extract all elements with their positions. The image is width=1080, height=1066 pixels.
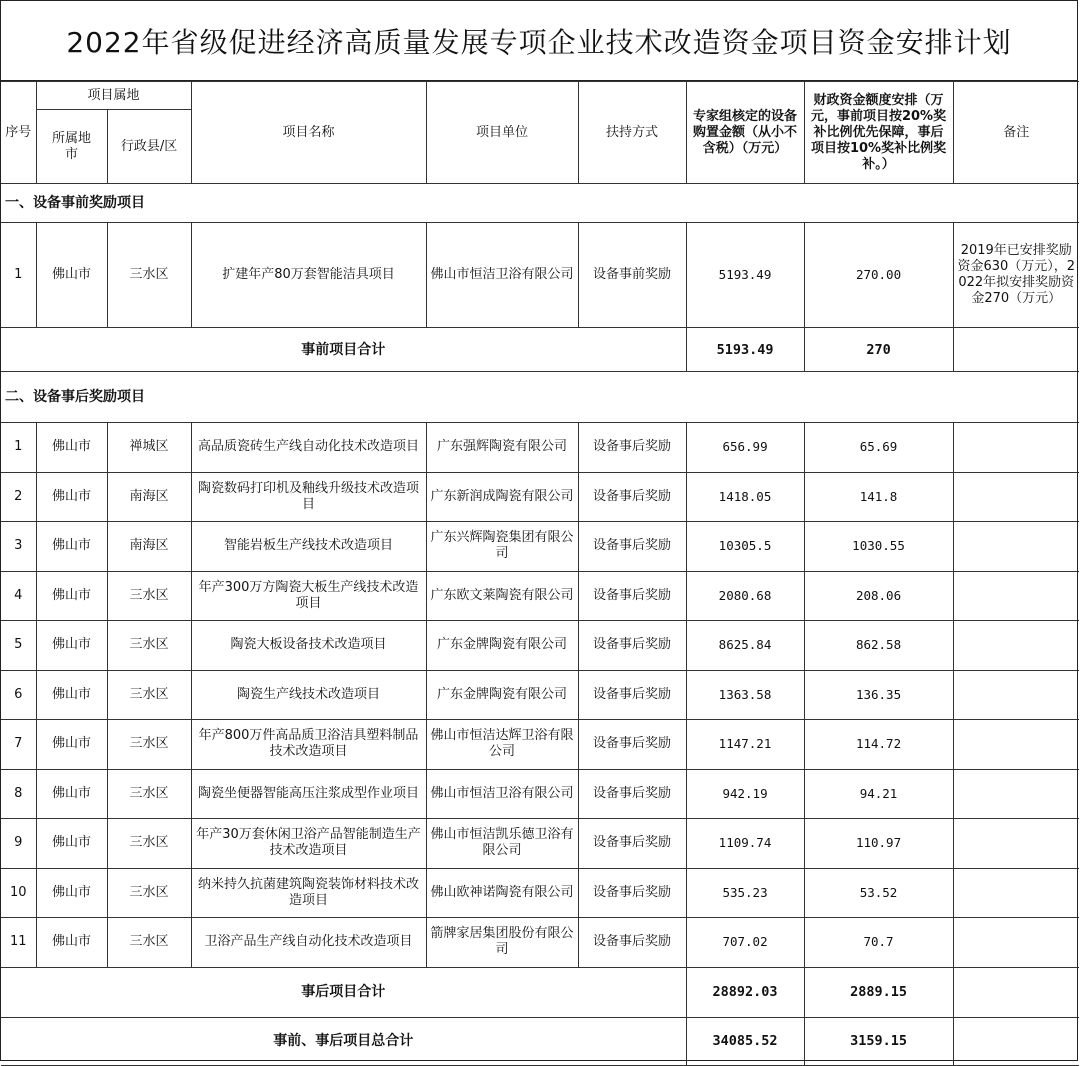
row-district: 南海区 bbox=[107, 472, 191, 522]
row-company: 佛山市恒洁卫浴有限公司 bbox=[426, 769, 578, 819]
row-project-name: 陶瓷大板设备技术改造项目 bbox=[191, 621, 426, 671]
section-totals bbox=[1, 967, 1079, 1065]
row-equipment-amount: 1418.05 bbox=[686, 472, 804, 522]
funding-table bbox=[1, 81, 1079, 1066]
row-company: 广东金牌陶瓷有限公司 bbox=[426, 670, 578, 720]
row-support-mode: 设备事后奖励 bbox=[578, 621, 686, 671]
row-funding-amount: 270.00 bbox=[804, 223, 953, 328]
header-district: 行政县/区 bbox=[107, 110, 191, 184]
row-seq: 2 bbox=[1, 472, 36, 522]
row-remark bbox=[953, 522, 1079, 572]
subtotal-label: 事前项目合计 bbox=[1, 328, 686, 372]
row-district: 三水区 bbox=[107, 918, 191, 968]
table-row bbox=[1, 621, 1079, 671]
row-company: 佛山市恒洁凯乐德卫浴有限公司 bbox=[426, 819, 578, 869]
table-row bbox=[1, 571, 1079, 621]
header-city: 所属地市 bbox=[36, 110, 107, 184]
row-project-name: 陶瓷生产线技术改造项目 bbox=[191, 670, 426, 720]
row-remark bbox=[953, 720, 1079, 770]
row-company: 佛山欧神诺陶瓷有限公司 bbox=[426, 868, 578, 918]
header-seq: 序号 bbox=[1, 82, 36, 184]
row-remark bbox=[953, 472, 1079, 522]
row-support-mode: 设备事前奖励 bbox=[578, 223, 686, 328]
row-project-name: 年产800万件高品质卫浴洁具塑料制品技术改造项目 bbox=[191, 720, 426, 770]
header-location-group: 项目属地 bbox=[36, 82, 191, 110]
row-funding-amount: 1030.55 bbox=[804, 522, 953, 572]
row-district: 禅城区 bbox=[107, 423, 191, 473]
row-equipment-amount: 707.02 bbox=[686, 918, 804, 968]
row-project-name: 扩建年产80万套智能洁具项目 bbox=[191, 223, 426, 328]
row-remark: 2019年已安排奖励资金630（万元），2022年拟安排奖励资金270（万元） bbox=[953, 223, 1079, 328]
row-project-name: 卫浴产品生产线自动化技术改造项目 bbox=[191, 918, 426, 968]
row-funding-amount: 114.72 bbox=[804, 720, 953, 770]
subtotal-funding: 270 bbox=[804, 328, 953, 372]
header-project-name: 项目名称 bbox=[191, 82, 426, 184]
row-seq: 4 bbox=[1, 571, 36, 621]
header-company: 项目单位 bbox=[426, 82, 578, 184]
row-seq: 9 bbox=[1, 819, 36, 869]
row-remark bbox=[953, 769, 1079, 819]
section-label: 二、设备事后奖励项目 bbox=[1, 372, 1079, 423]
row-remark bbox=[953, 918, 1079, 968]
row-company: 广东强辉陶瓷有限公司 bbox=[426, 423, 578, 473]
row-funding-amount: 94.21 bbox=[804, 769, 953, 819]
table-row bbox=[1, 769, 1079, 819]
row-support-mode: 设备事后奖励 bbox=[578, 423, 686, 473]
row-seq: 10 bbox=[1, 868, 36, 918]
row-remark bbox=[953, 621, 1079, 671]
grand-total-funding: 3159.15 bbox=[804, 1017, 953, 1065]
row-company: 广东兴辉陶瓷集团有限公司 bbox=[426, 522, 578, 572]
section-post-award bbox=[1, 372, 1079, 968]
table-row bbox=[1, 868, 1079, 918]
table-row bbox=[1, 918, 1079, 968]
subtotal-equipment: 28892.03 bbox=[686, 967, 804, 1017]
row-project-name: 年产300万方陶瓷大板生产线技术改造项目 bbox=[191, 571, 426, 621]
row-equipment-amount: 1147.21 bbox=[686, 720, 804, 770]
row-funding-amount: 65.69 bbox=[804, 423, 953, 473]
row-seq: 3 bbox=[1, 522, 36, 572]
header-funding-amount: 财政资金额度安排（万元，事前项目按20%奖补比例优先保障，事后项目按10%奖补比例奖补。） bbox=[804, 82, 953, 184]
table-row bbox=[1, 720, 1079, 770]
row-district: 三水区 bbox=[107, 868, 191, 918]
row-funding-amount: 110.97 bbox=[804, 819, 953, 869]
section-label: 一、设备事前奖励项目 bbox=[1, 184, 1079, 223]
row-city: 佛山市 bbox=[36, 472, 107, 522]
row-city: 佛山市 bbox=[36, 423, 107, 473]
row-project-name: 智能岩板生产线技术改造项目 bbox=[191, 522, 426, 572]
table-row bbox=[1, 819, 1079, 869]
subtotal-equipment: 5193.49 bbox=[686, 328, 804, 372]
row-support-mode: 设备事后奖励 bbox=[578, 819, 686, 869]
row-funding-amount: 141.8 bbox=[804, 472, 953, 522]
row-seq: 7 bbox=[1, 720, 36, 770]
row-city: 佛山市 bbox=[36, 571, 107, 621]
row-district: 三水区 bbox=[107, 621, 191, 671]
row-equipment-amount: 2080.68 bbox=[686, 571, 804, 621]
row-support-mode: 设备事后奖励 bbox=[578, 769, 686, 819]
page-title: 2022年省级促进经济高质量发展专项企业技术改造资金项目资金安排计划 bbox=[1, 1, 1077, 81]
row-city: 佛山市 bbox=[36, 769, 107, 819]
grand-total-remark bbox=[953, 1017, 1079, 1065]
row-remark bbox=[953, 571, 1079, 621]
row-support-mode: 设备事后奖励 bbox=[578, 472, 686, 522]
row-city: 佛山市 bbox=[36, 223, 107, 328]
row-project-name: 高品质瓷砖生产线自动化技术改造项目 bbox=[191, 423, 426, 473]
row-project-name: 陶瓷坐便器智能高压注浆成型作业项目 bbox=[191, 769, 426, 819]
row-city: 佛山市 bbox=[36, 720, 107, 770]
row-seq: 1 bbox=[1, 423, 36, 473]
row-funding-amount: 53.52 bbox=[804, 868, 953, 918]
row-equipment-amount: 8625.84 bbox=[686, 621, 804, 671]
row-equipment-amount: 1363.58 bbox=[686, 670, 804, 720]
row-company: 广东欧文莱陶瓷有限公司 bbox=[426, 571, 578, 621]
table-row bbox=[1, 472, 1079, 522]
row-equipment-amount: 5193.49 bbox=[686, 223, 804, 328]
row-company: 佛山市恒洁达辉卫浴有限公司 bbox=[426, 720, 578, 770]
row-city: 佛山市 bbox=[36, 918, 107, 968]
table-row bbox=[1, 670, 1079, 720]
row-remark bbox=[953, 423, 1079, 473]
row-equipment-amount: 10305.5 bbox=[686, 522, 804, 572]
row-district: 三水区 bbox=[107, 571, 191, 621]
row-support-mode: 设备事后奖励 bbox=[578, 868, 686, 918]
row-company: 广东新润成陶瓷有限公司 bbox=[426, 472, 578, 522]
row-city: 佛山市 bbox=[36, 819, 107, 869]
header-remarks: 备注 bbox=[953, 82, 1079, 184]
subtotal-row bbox=[1, 967, 1079, 1017]
row-company: 佛山市恒洁卫浴有限公司 bbox=[426, 223, 578, 328]
row-funding-amount: 70.7 bbox=[804, 918, 953, 968]
grand-total-row bbox=[1, 1017, 1079, 1065]
row-company: 广东金牌陶瓷有限公司 bbox=[426, 621, 578, 671]
row-district: 三水区 bbox=[107, 819, 191, 869]
subtotal-remark bbox=[953, 328, 1079, 372]
row-funding-amount: 136.35 bbox=[804, 670, 953, 720]
row-support-mode: 设备事后奖励 bbox=[578, 720, 686, 770]
row-city: 佛山市 bbox=[36, 522, 107, 572]
row-district: 三水区 bbox=[107, 223, 191, 328]
row-funding-amount: 862.58 bbox=[804, 621, 953, 671]
row-seq: 6 bbox=[1, 670, 36, 720]
row-equipment-amount: 1109.74 bbox=[686, 819, 804, 869]
row-equipment-amount: 942.19 bbox=[686, 769, 804, 819]
table-row bbox=[1, 423, 1079, 473]
row-district: 南海区 bbox=[107, 522, 191, 572]
row-remark bbox=[953, 670, 1079, 720]
row-city: 佛山市 bbox=[36, 868, 107, 918]
row-district: 三水区 bbox=[107, 769, 191, 819]
row-seq: 5 bbox=[1, 621, 36, 671]
table-header bbox=[1, 82, 1079, 184]
row-city: 佛山市 bbox=[36, 621, 107, 671]
grand-total-equipment: 34085.52 bbox=[686, 1017, 804, 1065]
row-district: 三水区 bbox=[107, 720, 191, 770]
row-project-name: 年产30万套休闲卫浴产品智能制造生产技术改造项目 bbox=[191, 819, 426, 869]
subtotal-funding: 2889.15 bbox=[804, 967, 953, 1017]
row-seq: 8 bbox=[1, 769, 36, 819]
row-support-mode: 设备事后奖励 bbox=[578, 918, 686, 968]
row-support-mode: 设备事后奖励 bbox=[578, 522, 686, 572]
section-pre-award bbox=[1, 184, 1079, 372]
table-row bbox=[1, 223, 1079, 328]
table-row bbox=[1, 522, 1079, 572]
header-support-mode: 扶持方式 bbox=[578, 82, 686, 184]
row-remark bbox=[953, 868, 1079, 918]
row-remark bbox=[953, 819, 1079, 869]
subtotal-label: 事后项目合计 bbox=[1, 967, 686, 1017]
row-district: 三水区 bbox=[107, 670, 191, 720]
subtotal-row bbox=[1, 328, 1079, 372]
row-support-mode: 设备事后奖励 bbox=[578, 571, 686, 621]
row-funding-amount: 208.06 bbox=[804, 571, 953, 621]
row-seq: 1 bbox=[1, 223, 36, 328]
grand-total-label: 事前、事后项目总合计 bbox=[1, 1017, 686, 1065]
row-equipment-amount: 656.99 bbox=[686, 423, 804, 473]
row-seq: 11 bbox=[1, 918, 36, 968]
row-city: 佛山市 bbox=[36, 670, 107, 720]
row-project-name: 陶瓷数码打印机及釉线升级技术改造项目 bbox=[191, 472, 426, 522]
row-equipment-amount: 535.23 bbox=[686, 868, 804, 918]
header-equipment-amount: 专家组核定的设备购置金额（从小不含税）（万元） bbox=[686, 82, 804, 184]
row-project-name: 纳米持久抗菌建筑陶瓷装饰材料技术改造项目 bbox=[191, 868, 426, 918]
subtotal-remark bbox=[953, 967, 1079, 1017]
row-company: 箭牌家居集团股份有限公司 bbox=[426, 918, 578, 968]
row-support-mode: 设备事后奖励 bbox=[578, 670, 686, 720]
